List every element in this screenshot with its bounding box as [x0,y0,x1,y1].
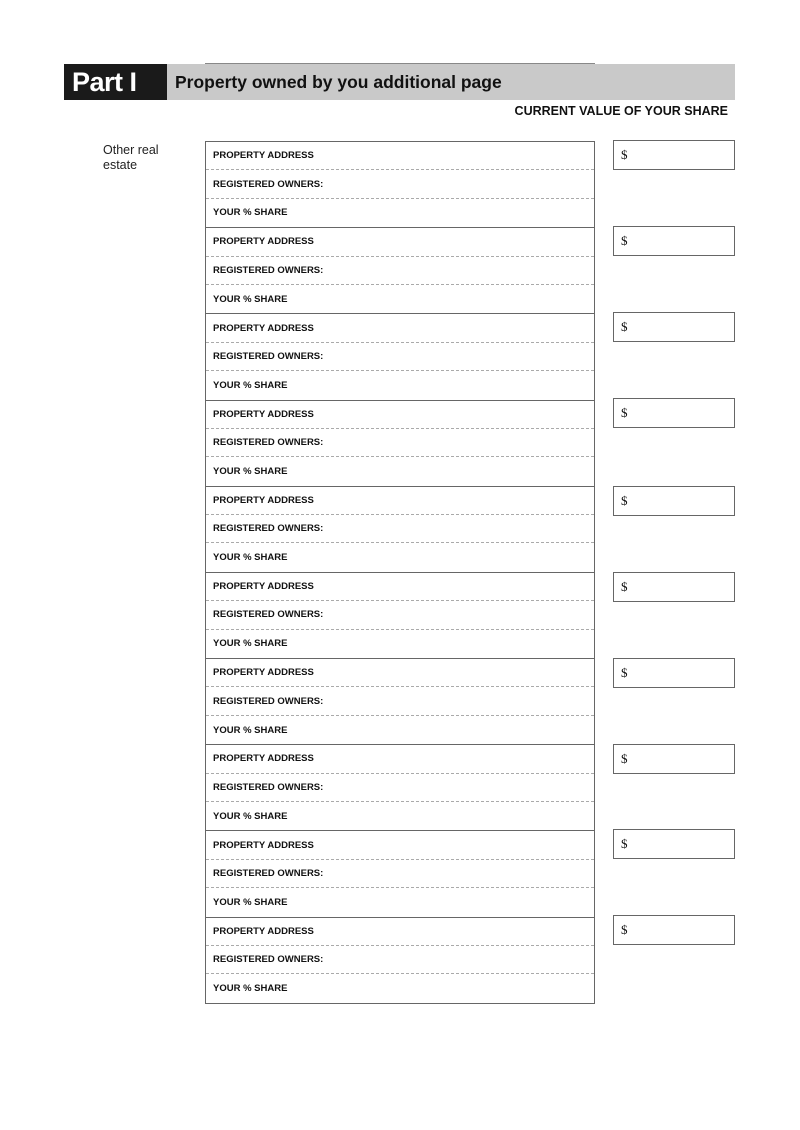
percent-share-field[interactable]: YOUR % SHARE [213,465,288,477]
registered-owners-field[interactable]: REGISTERED OWNERS: [206,343,594,371]
current-value-field[interactable]: $ [613,140,735,170]
property-block [205,400,595,486]
property-block [205,572,595,658]
property-block [205,141,595,227]
property-block [205,313,595,399]
current-value-field[interactable]: $ [613,312,735,342]
percent-share-field[interactable]: YOUR % SHARE [213,638,288,650]
property-address-field[interactable]: PROPERTY ADDRESS [206,142,594,170]
property-address-field[interactable]: PROPERTY ADDRESS [206,228,594,256]
property-address-field[interactable]: PROPERTY ADDRESS [206,745,594,773]
property-block [205,744,595,830]
property-address-field[interactable]: PROPERTY ADDRESS [206,401,594,429]
percent-share-field[interactable]: YOUR % SHARE [213,983,288,995]
property-list [205,141,595,1004]
property-block [205,486,595,572]
property-block [205,830,595,916]
value-column-header: CURRENT VALUE OF YOUR SHARE [514,104,728,118]
percent-share-field[interactable]: YOUR % SHARE [213,724,288,736]
part-label: Part I [64,64,167,100]
section-label: Other real estate [103,143,159,172]
percent-share-field[interactable]: YOUR % SHARE [213,379,288,391]
property-address-field[interactable]: PROPERTY ADDRESS [206,831,594,859]
registered-owners-field[interactable]: REGISTERED OWNERS: [206,687,594,715]
current-value-field[interactable]: $ [613,572,735,602]
registered-owners-field[interactable]: REGISTERED OWNERS: [206,515,594,543]
registered-owners-field[interactable]: REGISTERED OWNERS: [206,170,594,198]
page-title: Property owned by you additional page [167,64,735,100]
current-value-field[interactable]: $ [613,226,735,256]
percent-share-field[interactable]: YOUR % SHARE [213,810,288,822]
current-value-field[interactable]: $ [613,486,735,516]
registered-owners-field[interactable]: REGISTERED OWNERS: [206,601,594,629]
registered-owners-field[interactable]: REGISTERED OWNERS: [206,860,594,888]
property-address-field[interactable]: PROPERTY ADDRESS [206,314,594,342]
current-value-field[interactable]: $ [613,744,735,774]
current-value-field[interactable]: $ [613,658,735,688]
section-header [64,64,735,100]
registered-owners-field[interactable]: REGISTERED OWNERS: [206,429,594,457]
property-address-field[interactable]: PROPERTY ADDRESS [206,918,594,946]
property-address-field[interactable]: PROPERTY ADDRESS [206,573,594,601]
property-block [205,917,595,1004]
registered-owners-field[interactable]: REGISTERED OWNERS: [206,257,594,285]
registered-owners-field[interactable]: REGISTERED OWNERS: [206,774,594,802]
percent-share-field[interactable]: YOUR % SHARE [213,896,288,908]
property-block [205,227,595,313]
percent-share-field[interactable]: YOUR % SHARE [213,207,288,219]
percent-share-field[interactable]: YOUR % SHARE [213,293,288,305]
current-value-field[interactable]: $ [613,829,735,859]
current-value-field[interactable]: $ [613,915,735,945]
property-address-field[interactable]: PROPERTY ADDRESS [206,487,594,515]
property-block [205,658,595,744]
property-address-field[interactable]: PROPERTY ADDRESS [206,659,594,687]
registered-owners-field[interactable]: REGISTERED OWNERS: [206,946,594,974]
current-value-field[interactable]: $ [613,398,735,428]
percent-share-field[interactable]: YOUR % SHARE [213,552,288,564]
